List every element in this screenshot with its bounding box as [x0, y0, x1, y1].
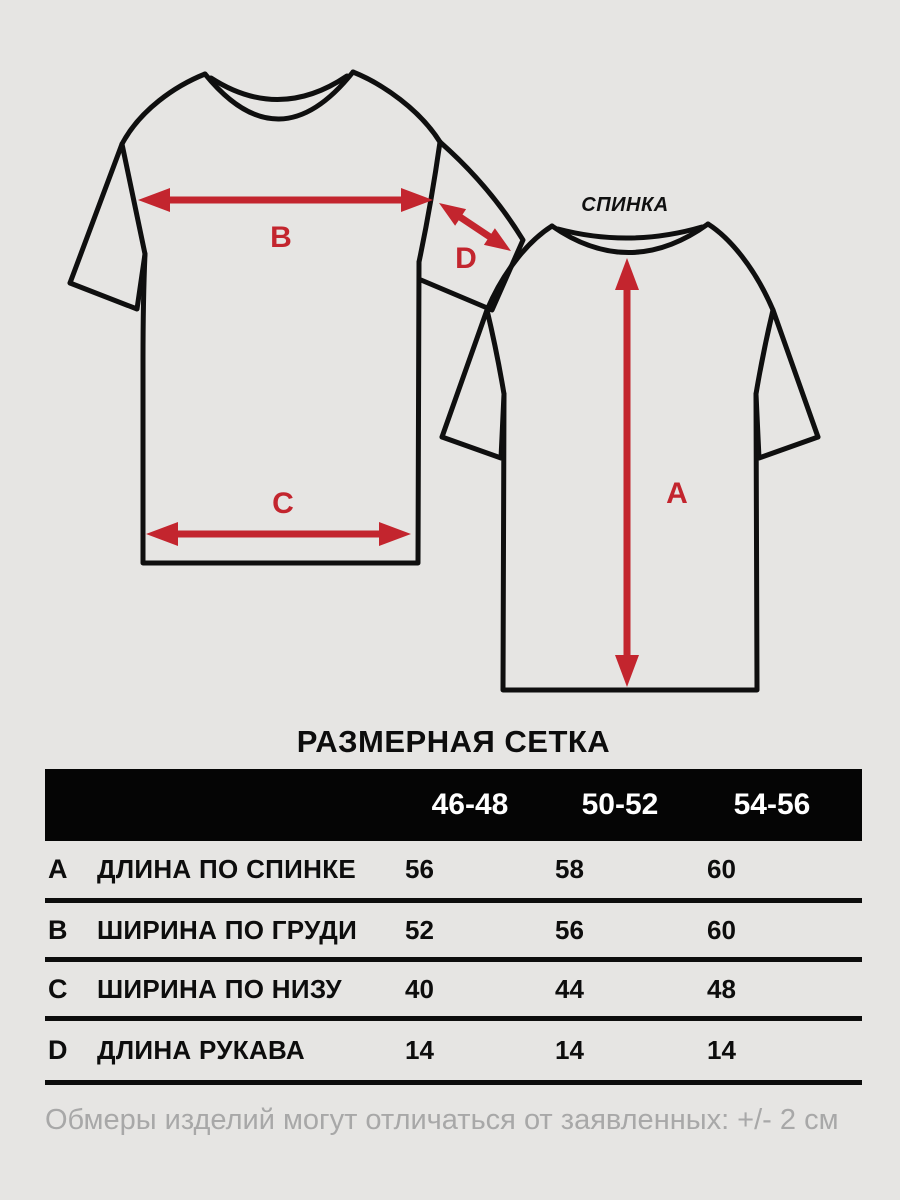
- row-label: ДЛИНА РУКАВА: [97, 1035, 305, 1065]
- row-value: 58: [555, 854, 584, 884]
- size-column-header: 54-56: [733, 788, 811, 821]
- arrow-a-head-top: [615, 258, 639, 290]
- arrow-d-shaft: [460, 217, 490, 237]
- table-row: [45, 903, 862, 957]
- measure-arrow-a: [615, 258, 688, 687]
- arrow-c-head-left: [146, 522, 178, 546]
- size-column-header: 46-48: [431, 788, 509, 821]
- row-value: 60: [707, 854, 736, 884]
- tolerance-note: Обмеры изделий могут отличаться от заявленных: +/- 2 см: [45, 1103, 839, 1136]
- back-left-armhole-seam: [487, 310, 504, 394]
- arrow-b-head-left: [138, 188, 170, 212]
- measure-arrow-d: [439, 203, 511, 275]
- back-collar-inner: [558, 227, 702, 238]
- table-row: [45, 962, 862, 1016]
- front-left-sleeve-hem: [70, 254, 145, 309]
- table-bottom-divider: [45, 1080, 862, 1085]
- label-d: D: [455, 242, 477, 275]
- measure-arrow-b: [138, 188, 433, 254]
- row-value: 56: [405, 854, 434, 884]
- arrow-c-head-right: [379, 522, 411, 546]
- front-collar-inner: [211, 76, 347, 100]
- label-a: A: [666, 477, 688, 510]
- front-left-shoulder-sleeve: [70, 74, 205, 283]
- front-collar-outer: [205, 72, 353, 119]
- row-label: ШИРИНА ПО НИЗУ: [97, 973, 342, 1004]
- row-value: 14: [405, 1035, 434, 1065]
- label-b: B: [270, 221, 292, 254]
- row-letter: B: [48, 914, 68, 945]
- row-value: 48: [707, 973, 736, 1004]
- size-table-header: [45, 769, 862, 841]
- row-value: 14: [707, 1035, 736, 1065]
- back-view-caption: СПИНКА: [581, 194, 669, 216]
- row-value: 52: [405, 914, 434, 945]
- measure-arrow-c: [146, 487, 411, 546]
- row-letter: D: [48, 1035, 68, 1065]
- front-right-shoulder: [353, 72, 440, 142]
- table-row: [45, 841, 862, 898]
- arrow-a-head-bottom: [615, 655, 639, 687]
- front-shirt-outline: [70, 72, 523, 563]
- row-label: ДЛИНА ПО СПИНКЕ: [97, 854, 357, 884]
- row-value: 56: [555, 914, 584, 945]
- row-value: 60: [707, 914, 736, 945]
- label-c: C: [272, 487, 294, 520]
- row-value: 40: [405, 973, 434, 1004]
- size-table-title: РАЗМЕРНАЯ СЕТКА: [296, 724, 611, 759]
- table-row: [45, 1021, 862, 1080]
- row-value: 44: [555, 973, 584, 1004]
- back-right-armhole-seam: [756, 310, 773, 394]
- row-label: ШИРИНА ПО ГРУДИ: [97, 914, 358, 945]
- row-letter: A: [48, 854, 68, 884]
- size-column-header: 50-52: [581, 788, 659, 821]
- row-value: 14: [555, 1035, 584, 1065]
- back-right-shoulder-sleeve: [708, 224, 818, 437]
- row-letter: C: [48, 973, 68, 1004]
